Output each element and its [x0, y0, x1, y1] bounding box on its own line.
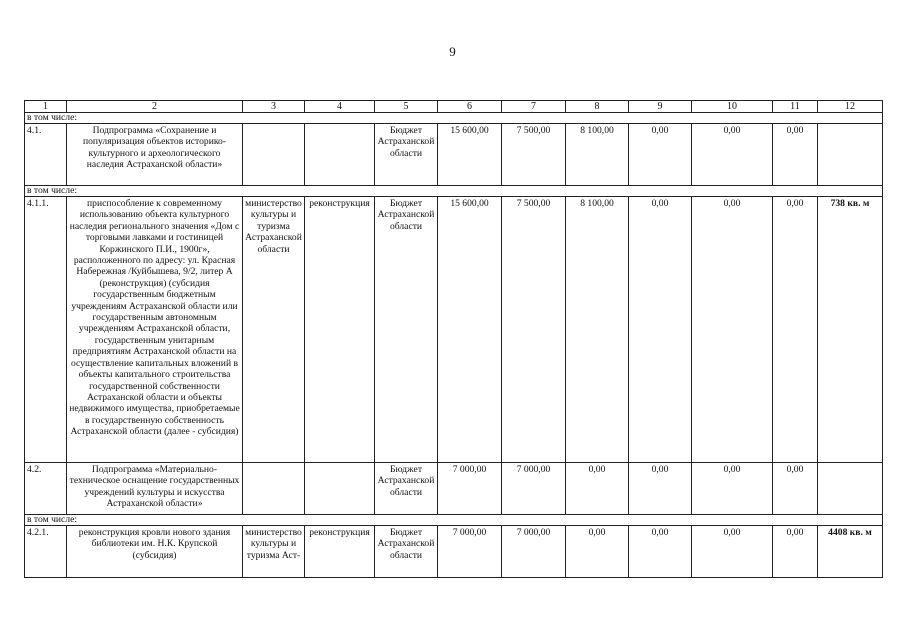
- row-year-3: 0,00: [629, 197, 692, 463]
- subheading-row: [25, 515, 883, 526]
- row-code: 4.2.: [25, 463, 67, 515]
- row-code: 4.2.1.: [25, 526, 67, 578]
- row-year-3: 0,00: [629, 463, 692, 515]
- row-code: 4.1.1.: [25, 197, 67, 463]
- row-unit: [818, 463, 883, 515]
- row-name: реконструкция кровли нового здания библиотеки им. Н.К. Крупской (субсидия): [67, 526, 243, 578]
- row-total: 7 000,00: [438, 463, 502, 515]
- row-source: Бюджет Астраханской области: [375, 124, 438, 186]
- subheading-label: в том числе:: [25, 186, 883, 197]
- column-number: 12: [818, 101, 883, 113]
- column-number: 5: [375, 101, 438, 113]
- row-year-3: 0,00: [629, 526, 692, 578]
- program-table: [24, 100, 883, 578]
- row-executor: [243, 463, 305, 515]
- row-year-5: 0,00: [773, 124, 818, 186]
- table-row: [25, 124, 883, 186]
- row-year-4: 0,00: [692, 124, 773, 186]
- column-number-row: [25, 101, 883, 113]
- row-total: 15 600,00: [438, 124, 502, 186]
- row-source: Бюджет Астраханской области: [375, 526, 438, 578]
- row-code: 4.1.: [25, 124, 67, 186]
- table-row: [25, 526, 883, 578]
- row-year-1: 7 000,00: [502, 526, 566, 578]
- table-row: [25, 463, 883, 515]
- row-year-2: 0,00: [566, 526, 629, 578]
- row-unit: 4408 кв. м: [818, 526, 883, 578]
- row-work-type: реконструкция: [305, 197, 375, 463]
- row-work-type: [305, 463, 375, 515]
- row-executor: министерство культуры и туризма Аст-: [243, 526, 305, 578]
- column-number: 6: [438, 101, 502, 113]
- subheading-label: в том числе:: [25, 113, 883, 124]
- column-number: 9: [629, 101, 692, 113]
- column-number: 3: [243, 101, 305, 113]
- row-name: приспособление к современному использованию объекта культурного наследия регионального значения «Дом с торговыми лавками и гостиницей Коржинского П.И., 1900г», расположенного по адресу: ул. Красная Набережная /Куйбышева, 9/2, литер А (реконструкция) (субсидия государственным бюджетным учреждениям Астраханской области или государственным автономным учреждениям Астраханской области, государственным унитарным предприятиям Астраханской области на осуществление капитальных вложений в объекты капитального строительства государственной собственности Астраханской области и объекты недвижимого имущества, приобретаемые в государственную собственность Астраханской области (далее - субсидия): [67, 197, 243, 463]
- column-number: 2: [67, 101, 243, 113]
- subheading-row: [25, 186, 883, 197]
- column-number: 8: [566, 101, 629, 113]
- row-name: Подпрограмма «Сохранение и популяризация объектов историко-культурного и археологического наследия Астраханской области»: [67, 124, 243, 186]
- column-number: 7: [502, 101, 566, 113]
- row-year-4: 0,00: [692, 463, 773, 515]
- row-unit: 738 кв. м: [818, 197, 883, 463]
- row-total: 7 000,00: [438, 526, 502, 578]
- row-year-2: 0,00: [566, 463, 629, 515]
- row-year-5: 0,00: [773, 197, 818, 463]
- row-year-2: 8 100,00: [566, 197, 629, 463]
- row-year-5: 0,00: [773, 526, 818, 578]
- row-work-type: реконструкция: [305, 526, 375, 578]
- row-source: Бюджет Астраханской области: [375, 197, 438, 463]
- page-number: 9: [449, 44, 456, 59]
- table-row: [25, 197, 883, 463]
- row-source: Бюджет Астраханской области: [375, 463, 438, 515]
- column-number: 10: [692, 101, 773, 113]
- row-year-4: 0,00: [692, 197, 773, 463]
- column-number: 1: [25, 101, 67, 113]
- row-year-1: 7 500,00: [502, 197, 566, 463]
- row-executor: [243, 124, 305, 186]
- row-total: 15 600,00: [438, 197, 502, 463]
- row-name: Подпрограмма «Материально-техническое оснащение государственных учреждений культуры и искусства Астраханской области»: [67, 463, 243, 515]
- subheading-row: [25, 113, 883, 124]
- row-year-2: 8 100,00: [566, 124, 629, 186]
- row-unit: [818, 124, 883, 186]
- row-year-1: 7 000,00: [502, 463, 566, 515]
- row-executor: министерство культуры и туризма Астраханской области: [243, 197, 305, 463]
- column-number: 11: [773, 101, 818, 113]
- subheading-label: в том числе:: [25, 515, 883, 526]
- row-year-3: 0,00: [629, 124, 692, 186]
- row-year-1: 7 500,00: [502, 124, 566, 186]
- row-year-4: 0,00: [692, 526, 773, 578]
- row-work-type: [305, 124, 375, 186]
- row-year-5: 0,00: [773, 463, 818, 515]
- column-number: 4: [305, 101, 375, 113]
